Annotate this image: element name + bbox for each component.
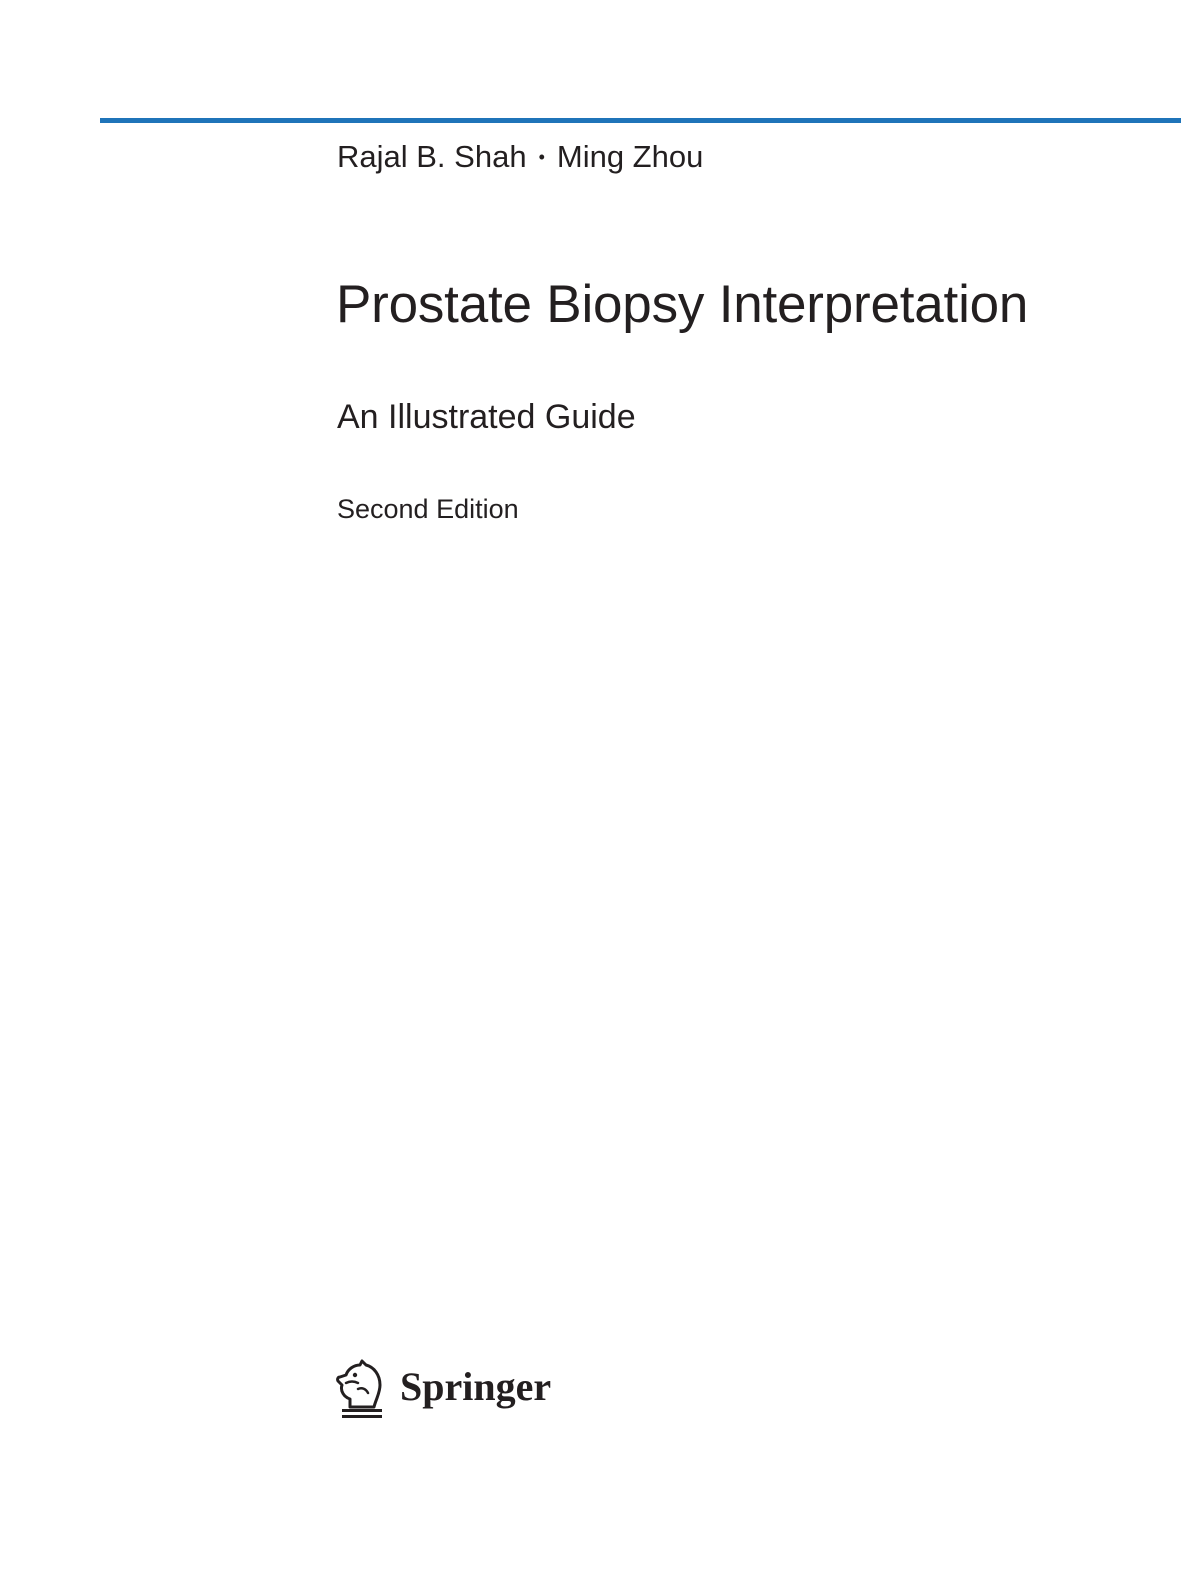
author-name: Ming Zhou (556, 139, 704, 174)
book-title: Prostate Biopsy Interpretation (336, 275, 1029, 334)
authors (337, 137, 703, 177)
publisher-name: Springer (400, 1364, 552, 1409)
author-separator: • (538, 147, 545, 167)
book-subtitle: An Illustrated Guide (337, 398, 636, 436)
author-name: Rajal B. Shah (337, 139, 527, 174)
publisher-logo (336, 1356, 551, 1422)
springer-knight-icon (336, 1359, 386, 1419)
top-rule (100, 118, 1181, 123)
edition-label: Second Edition (337, 494, 519, 524)
